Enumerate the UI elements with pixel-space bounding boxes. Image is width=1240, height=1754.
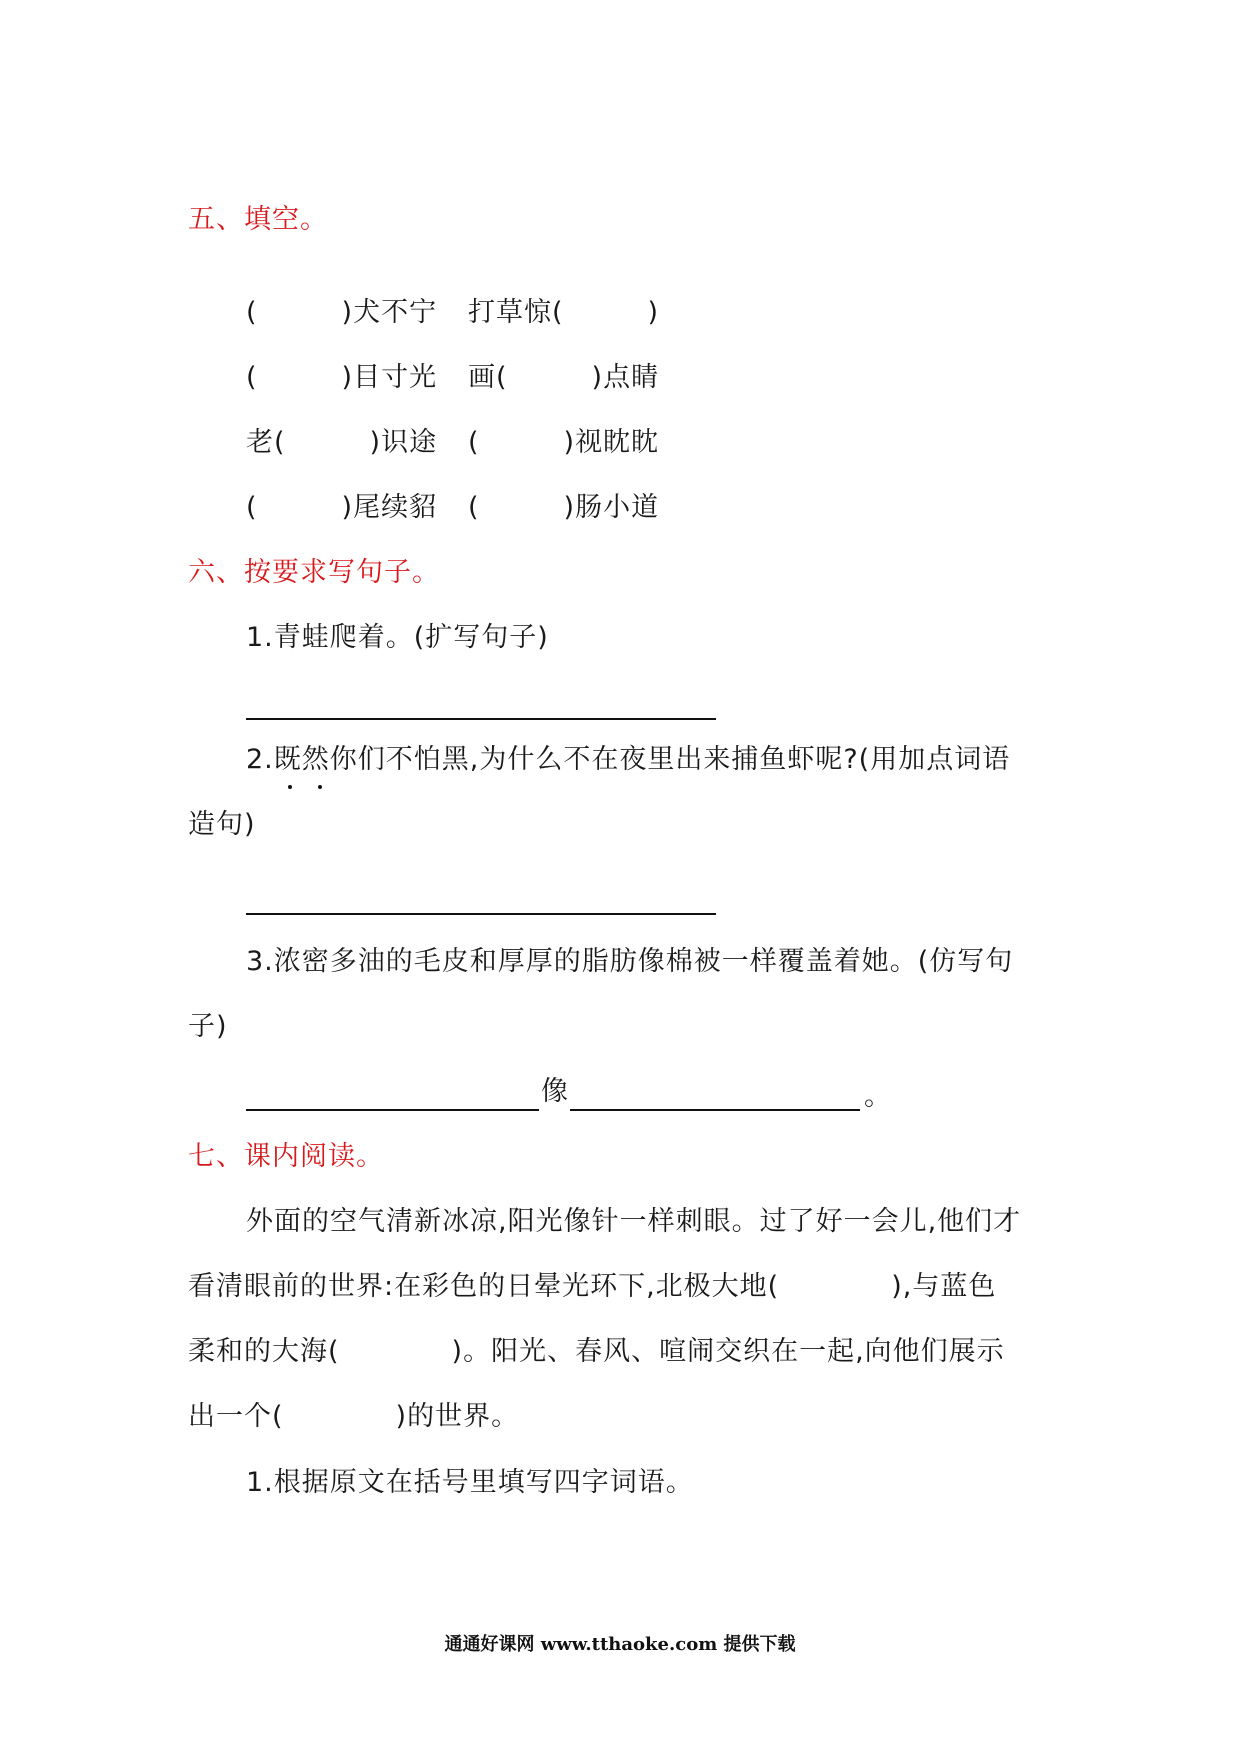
idiom-2a: ( )目寸光 <box>246 362 438 393</box>
answer-line-6-1 <box>246 718 716 720</box>
idiom-4a: ( )尾续貂 <box>246 492 438 523</box>
idiom-3b: ( )视眈眈 <box>468 427 660 458</box>
question-7-1: 1.根据原文在括号里填写四字词语。 <box>246 1467 694 1498</box>
idiom-3a: 老( )识途 <box>246 427 438 458</box>
idiom-1a: ( )犬不宁 <box>246 297 438 328</box>
emphasis-dot <box>288 785 292 789</box>
question-6-3-line2: 子) <box>188 1011 228 1042</box>
section-6-heading: 六、按要求写句子。 <box>188 557 440 588</box>
question-6-2-line1: 2.既然你们不怕黑,为什么不在夜里出来捕鱼虾呢?(用加点词语 <box>246 744 1011 775</box>
idiom-4b: ( )肠小道 <box>468 492 660 523</box>
answer-line-6-3b <box>570 1109 860 1111</box>
idiom-2b: 画( )点睛 <box>468 362 660 393</box>
idiom-1b: 打草惊( ) <box>468 297 660 328</box>
reading-para-line2: 看清眼前的世界:在彩色的日晕光环下,北极大地( ),与蓝色 <box>188 1271 997 1302</box>
answer-line-6-2 <box>246 913 716 915</box>
question-6-3-middle: 像 <box>541 1076 569 1107</box>
reading-para-line1: 外面的空气清新冰凉,阳光像针一样刺眼。过了好一会儿,他们才 <box>246 1206 1022 1237</box>
question-6-2-line2: 造句) <box>188 809 256 840</box>
section-7-heading: 七、课内阅读。 <box>188 1141 384 1172</box>
footer-credit: 通通好课网 www.tthaoke.com 提供下载 <box>444 1634 796 1655</box>
question-6-3-end: 。 <box>864 1081 892 1112</box>
section-5-heading: 五、填空。 <box>188 204 328 235</box>
question-6-1: 1.青蛙爬着。(扩写句子) <box>246 622 549 653</box>
reading-para-line3: 柔和的大海( )。阳光、春风、喧闹交织在一起,向他们展示 <box>188 1336 1005 1367</box>
answer-line-6-3a <box>246 1109 539 1111</box>
question-6-3-line1: 3.浓密多油的毛皮和厚厚的脂肪像棉被一样覆盖着她。(仿写句 <box>246 946 1014 977</box>
emphasis-dot <box>318 785 322 789</box>
reading-para-line4: 出一个( )的世界。 <box>188 1401 520 1432</box>
